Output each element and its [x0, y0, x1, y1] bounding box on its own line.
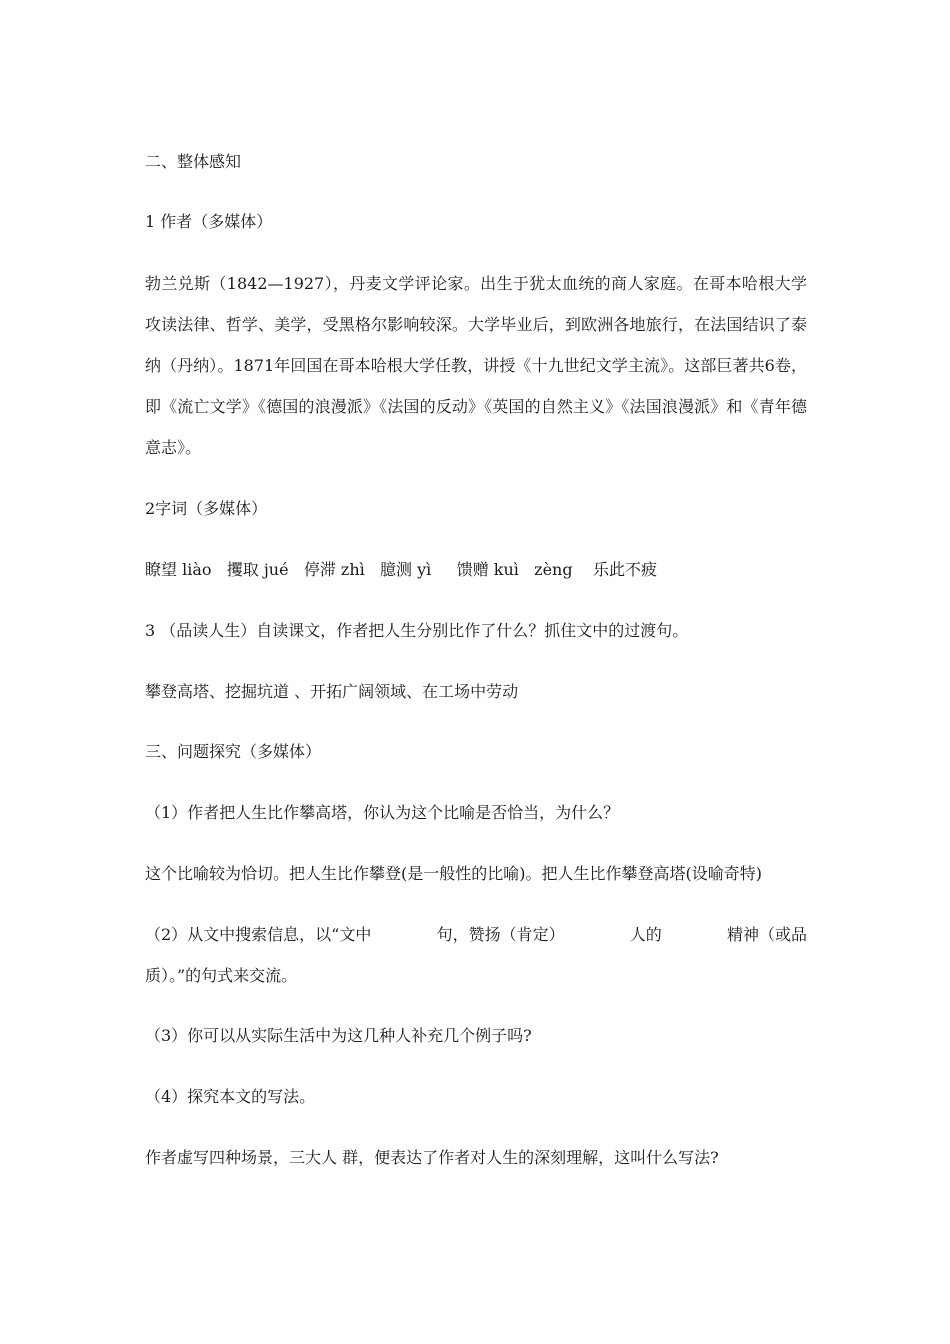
question-3: （3）你可以从实际生活中为这几种人补充几个例子吗? — [145, 1026, 532, 1045]
question-2-part: 句，赞扬（肯定） — [436, 925, 565, 944]
vocab-heading: 2字词（多媒体） — [145, 499, 268, 518]
question-2-line-1 — [145, 914, 807, 955]
question-2-part: 人的 — [629, 925, 662, 944]
vocab-line: 瞭望 liào 攫取 jué 停滞 zhì 臆测 yì 馈赠 kuì zèng 乐此不疲 — [145, 560, 657, 579]
question-2-part: 精神（或品 — [726, 925, 807, 944]
answer-1: 这个比喻较为恰切。把人生比作攀登(是一般性的比喻)。把人生比作攀登高塔(设喻奇特) — [145, 864, 762, 883]
author-paragraph: 勃兰兑斯（1842—1927），丹麦文学评论家。出生于犹太血统的商人家庭。在哥本哈根大学攻读法律、哲学、美学，受黑格尔影响较深。大学毕业后，到欧洲各地旅行，在法国结识了泰纳（丹纳）。1871年回国在哥本哈根大学任教，讲授《十九世纪文学主流》。这部巨著共6卷，即《流亡文学》《德国的浪漫派》《法国的反动》《英国的自然主义》《法国浪漫派》和《青年德意志》。 — [145, 274, 807, 457]
question-2 — [145, 914, 807, 996]
section3-heading: 三、问题探究（多媒体） — [145, 742, 322, 761]
question-2-line-2: 质）。”的句式来交流。 — [145, 966, 298, 985]
reading-question: 3 （品读人生）自读课文，作者把人生分别比作了什么？抓住文中的过渡句。 — [145, 621, 689, 640]
question-4: （4）探究本文的写法。 — [145, 1087, 316, 1106]
author-heading: 1 作者（多媒体） — [145, 212, 273, 231]
question-1: （1）作者把人生比作攀高塔，你认为这个比喻是否恰当，为什么？ — [145, 803, 620, 822]
reading-answer: 攀登高塔、挖掘坑道 、开拓广阔领域、在工场中劳动 — [145, 682, 519, 701]
question-2-part: （2）从文中搜索信息，以“文中 — [145, 925, 372, 944]
section2-heading: 二、整体感知 — [145, 152, 242, 171]
answer-4: 作者虚写四种场景，三大人 群，便表达了作者对人生的深刻理解，这叫什么写法? — [145, 1148, 719, 1167]
